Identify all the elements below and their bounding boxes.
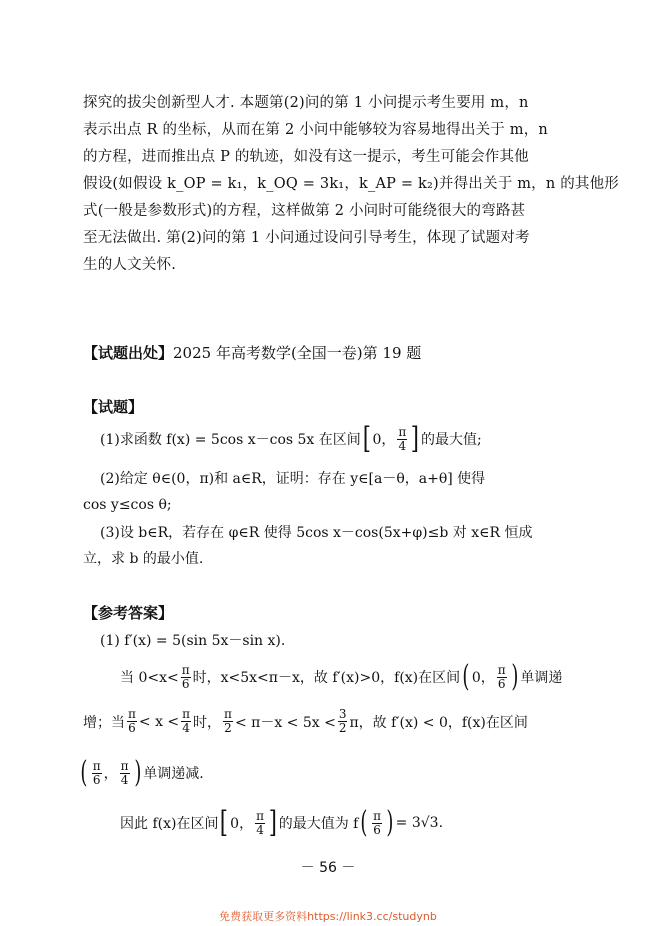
watermark-link[interactable]: 免费获取更多资料https://link3.cc/studynb bbox=[219, 910, 437, 923]
text-segment: 时， bbox=[193, 714, 222, 731]
fraction-numerator: 3 bbox=[338, 707, 347, 721]
left-paren: ( bbox=[80, 755, 88, 790]
text-segment: 时，x<5x<π－x，故 f′(x)>0，f(x)在区间 bbox=[192, 670, 461, 686]
fraction bbox=[92, 760, 102, 787]
text-segment: π，故 f′(x) < 0，f(x)在区间 bbox=[349, 714, 528, 731]
fraction bbox=[181, 664, 191, 691]
fraction-denominator: 6 bbox=[92, 772, 101, 787]
fraction-denominator: 4 bbox=[182, 721, 190, 735]
right-bracket: ] bbox=[411, 421, 420, 456]
fraction-numerator: π bbox=[373, 808, 381, 823]
answer-label: 【参考答案】 bbox=[83, 604, 174, 622]
fraction-numerator: π bbox=[224, 707, 232, 721]
fraction-denominator: 2 bbox=[224, 721, 232, 735]
text-segment: 增；当 bbox=[83, 714, 125, 731]
fraction-numerator: π bbox=[182, 707, 191, 721]
fraction bbox=[181, 708, 191, 735]
q1-interval-left: 0， bbox=[372, 432, 396, 448]
fraction-numerator: π bbox=[497, 662, 506, 677]
fraction-denominator: 4 bbox=[120, 772, 129, 787]
text-segment: 0， bbox=[471, 670, 495, 686]
left-bracket: [ bbox=[220, 805, 229, 840]
text-segment: 当 0<x< bbox=[120, 670, 179, 686]
text-segment: 的最大值为 f bbox=[278, 816, 359, 832]
intro-line: 生的人文关怀. bbox=[83, 257, 177, 273]
answer-line-4 bbox=[120, 805, 444, 840]
right-paren: ) bbox=[511, 659, 519, 694]
intro-line: 至无法做出. 第(2)问的第 1 小问通过设问引导考生，体现了试题对考 bbox=[83, 230, 530, 246]
text-segment: 单调递减. bbox=[143, 766, 204, 782]
text-segment: 因此 f(x)在区间 bbox=[120, 816, 219, 832]
answer-1-text: (1) f′(x) = 5(sin 5x－sin x). bbox=[100, 633, 286, 649]
right-paren: ) bbox=[133, 755, 141, 790]
question-2 bbox=[83, 466, 573, 518]
intro-line: 探究的拔尖创新型人才. 本题第(2)问的第 1 小问提示考生要用 m，n bbox=[83, 95, 529, 111]
q2-line-1: (2)给定 θ∈(0，π)和 a∈R，证明：存在 y∈[a－θ，a+θ] 使得 bbox=[100, 471, 486, 487]
right-bracket: ] bbox=[268, 805, 277, 840]
answer-line-2 bbox=[83, 708, 528, 735]
text-segment: = 3√3. bbox=[395, 815, 444, 831]
answer-line-3 bbox=[78, 755, 204, 790]
fraction-numerator: π bbox=[181, 662, 190, 677]
fraction-numerator: π bbox=[92, 758, 101, 773]
fraction bbox=[372, 810, 382, 837]
fraction-denominator: 6 bbox=[181, 676, 190, 691]
fraction bbox=[223, 708, 233, 735]
fraction-denominator: 4 bbox=[256, 822, 264, 837]
intro-line: 假设(如假设 k_OP = k₁，k_OQ = 3k₁，k_AP = k₂)并得出关于 m，n 的其他形 bbox=[83, 176, 620, 192]
intro-line: 的方程，进而推出点 P 的轨迹，如没有这一提示，考生可能会作其他 bbox=[83, 149, 529, 165]
text-segment: < x < bbox=[138, 713, 180, 730]
intro-line: 表示出点 R 的坐标，从而在第 2 小问中能够较为容易地得出关于 m，n bbox=[83, 122, 548, 138]
text-segment: 0， bbox=[230, 816, 254, 832]
right-paren: ) bbox=[386, 805, 394, 840]
fraction bbox=[497, 664, 507, 691]
question-1 bbox=[100, 421, 482, 456]
fraction-numerator: π bbox=[120, 758, 129, 773]
q1-suffix: 的最大值; bbox=[421, 432, 482, 448]
fraction-denominator: 6 bbox=[373, 822, 381, 837]
left-paren: ( bbox=[462, 659, 470, 694]
fraction bbox=[255, 810, 265, 837]
fraction bbox=[338, 708, 348, 735]
intro-line: 式(一般是参数形式)的方程，这样做第 2 小问时可能绕很大的弯路甚 bbox=[83, 203, 526, 219]
source-label: 【试题出处】 bbox=[83, 344, 174, 362]
left-paren: ( bbox=[360, 805, 368, 840]
answer-1 bbox=[100, 630, 285, 650]
problem-label: 【试题】 bbox=[83, 398, 144, 416]
q3-line-2: 立，求 b 的最小值. bbox=[83, 551, 204, 567]
fraction-denominator: 6 bbox=[497, 676, 506, 691]
fraction-denominator: 2 bbox=[338, 721, 347, 735]
question-3 bbox=[83, 520, 573, 572]
answer-heading bbox=[83, 602, 173, 623]
text-segment: < π－x < 5x < bbox=[234, 714, 336, 731]
intro-paragraph bbox=[83, 90, 620, 279]
fraction-numerator: π bbox=[256, 808, 264, 823]
fraction bbox=[120, 760, 130, 787]
fraction bbox=[397, 426, 407, 453]
page-number: － 56 － bbox=[300, 860, 356, 876]
fraction-denominator: 6 bbox=[128, 721, 136, 735]
answer-line-1 bbox=[120, 659, 563, 694]
problem-heading bbox=[83, 396, 143, 417]
text-segment: ， bbox=[103, 766, 118, 782]
source-heading bbox=[83, 342, 421, 363]
fraction-numerator: π bbox=[128, 707, 136, 721]
fraction-numerator: π bbox=[398, 424, 407, 439]
fraction-denominator: 4 bbox=[398, 438, 407, 453]
left-bracket: [ bbox=[362, 421, 371, 456]
source-text: 2025 年高考数学(全国一卷)第 19 题 bbox=[173, 344, 422, 362]
q3-line-1: (3)设 b∈R，若存在 φ∈R 使得 5cos x－cos(5x+φ)≤b 对 x∈R 恒成 bbox=[100, 525, 533, 541]
q2-line-2: cos y≤cos θ; bbox=[83, 497, 172, 513]
text-segment: 单调递 bbox=[520, 670, 563, 686]
q1-prefix: (1)求函数 f(x) = 5cos x－cos 5x 在区间 bbox=[100, 432, 361, 448]
fraction bbox=[127, 708, 137, 735]
